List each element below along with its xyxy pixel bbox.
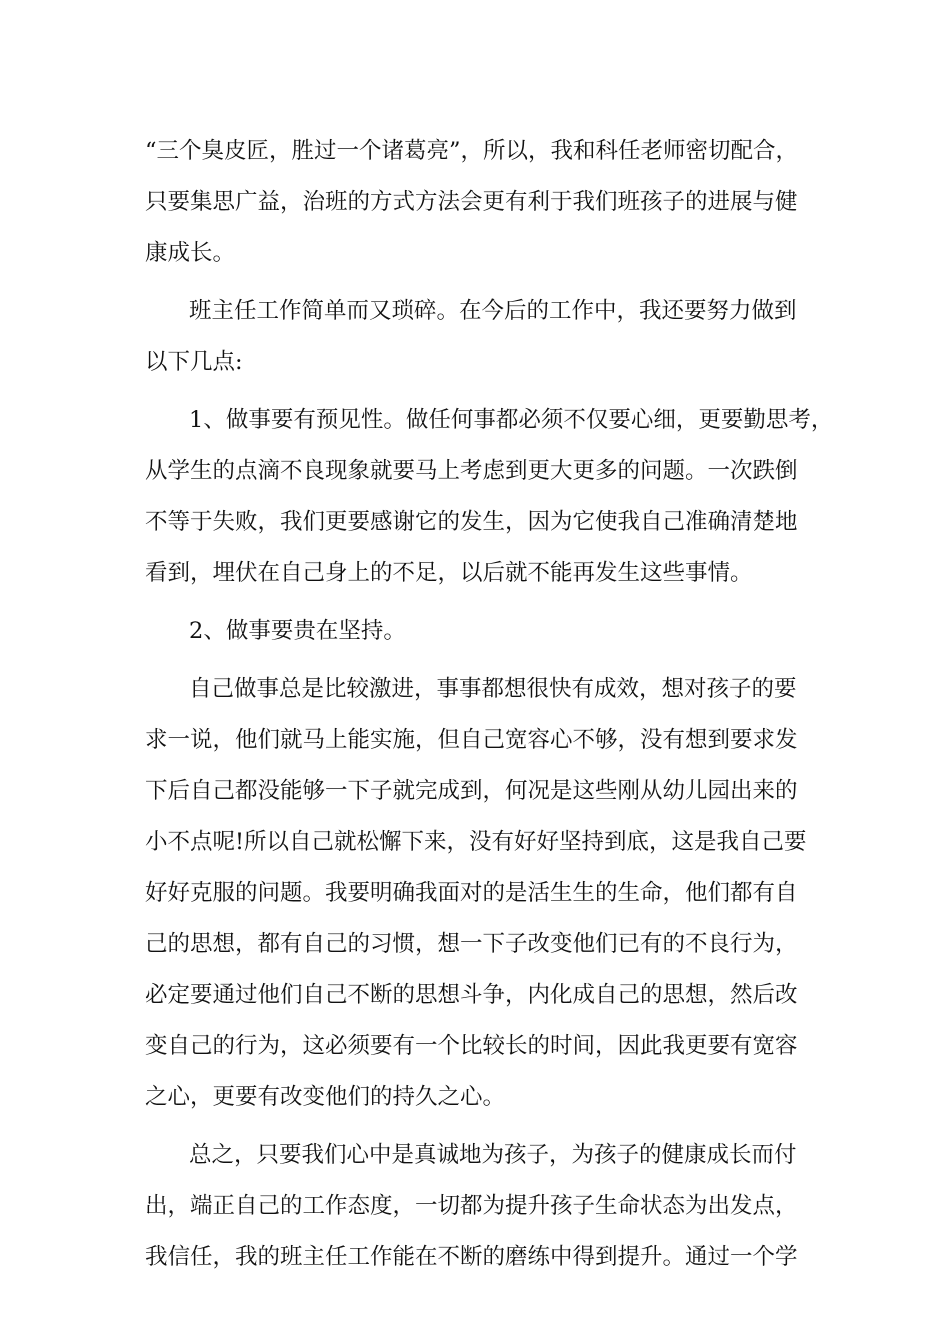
text-line: 求一说，他们就马上能实施，但自己宽容心不够，没有想到要求发 bbox=[145, 727, 798, 753]
text-line: 1、做事要有预见性。做任何事都必须不仅要心细，更要勤思考， bbox=[189, 407, 834, 433]
text-line: 必定要通过他们自己不断的思想斗争，内化成自己的思想，然后改 bbox=[145, 982, 798, 1008]
text-line: 好好克服的问题。我要明确我面对的是活生生的生命，他们都有自 bbox=[145, 880, 798, 906]
text-line: 康成长。 bbox=[145, 240, 236, 266]
text-line: 下后自己都没能够一下子就完成到，何况是这些刚从幼儿园出来的 bbox=[145, 778, 798, 804]
text-line: 班主任工作简单而又琐碎。在今后的工作中，我还要努力做到 bbox=[189, 298, 797, 324]
document-body bbox=[145, 126, 834, 1283]
text-line: 总之，只要我们心中是真诚地为孩子，为孩子的健康成长而付 bbox=[189, 1142, 797, 1168]
text-line: 2、做事要贵在坚持。 bbox=[189, 618, 406, 644]
paragraph-4 bbox=[145, 606, 815, 657]
text-line: 自己做事总是比较激进，事事都想很快有成效，想对孩子的要 bbox=[189, 676, 797, 702]
paragraph-6 bbox=[145, 1130, 815, 1283]
paragraph-1 bbox=[145, 126, 815, 279]
text-line: 看到，埋伏在自己身上的不足，以后就不能再发生这些事情。 bbox=[145, 560, 753, 586]
text-line: “三个臭皮匠，胜过一个诸葛亮”，所以，我和科任老师密切配合， bbox=[145, 138, 799, 164]
text-line: 己的思想，都有自己的习惯，想一下子改变他们已有的不良行为， bbox=[145, 931, 798, 957]
text-line: 小不点呢!所以自己就松懈下来，没有好好坚持到底，这是我自己要 bbox=[145, 829, 807, 855]
paragraph-3 bbox=[145, 395, 834, 599]
text-line: 出，端正自己的工作态度，一切都为提升孩子生命状态为出发点， bbox=[145, 1193, 798, 1219]
text-line: 以下几点: bbox=[145, 349, 243, 375]
text-line: 变自己的行为，这必须要有一个比较长的时间，因此我更要有宽容 bbox=[145, 1033, 798, 1059]
text-line: 之心，更要有改变他们的持久之心。 bbox=[145, 1084, 506, 1110]
text-line: 我信任，我的班主任工作能在不断的磨练中得到提升。通过一个学 bbox=[145, 1244, 798, 1270]
paragraph-5 bbox=[145, 664, 815, 1123]
text-line: 只要集思广益，治班的方式方法会更有利于我们班孩子的进展与健 bbox=[145, 189, 798, 215]
text-line: 不等于失败，我们更要感谢它的发生，因为它使我自己准确清楚地 bbox=[145, 509, 798, 535]
text-line: 从学生的点滴不良现象就要马上考虑到更大更多的问题。一次跌倒 bbox=[145, 458, 798, 484]
paragraph-2 bbox=[145, 286, 815, 388]
